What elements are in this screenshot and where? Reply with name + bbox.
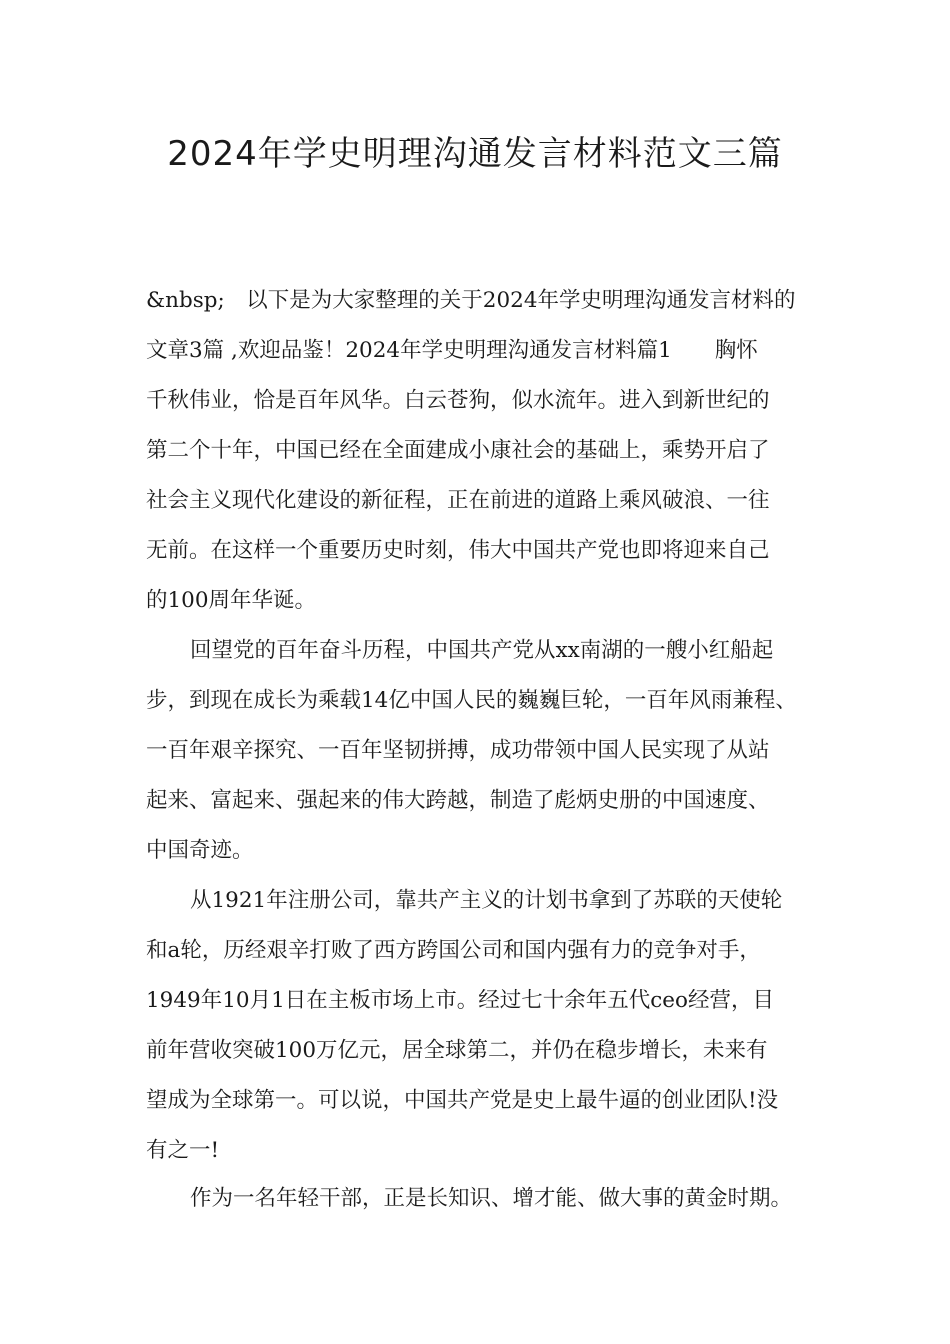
paragraph-line: 社会主义现代化建设的新征程，正在前进的道路上乘风破浪、一往 [146,488,770,513]
paragraph-line: 的100周年华诞。 [146,588,317,613]
paragraph-line: 和a轮，历经艰辛打败了西方跨国公司和国内强有力的竞争对手， [146,938,761,963]
paragraph-2 [146,626,826,876]
paragraph-line: 无前。在这样一个重要历史时刻，伟大中国共产党也即将迎来自己 [146,538,770,563]
paragraph-line: 望成为全球第一。可以说，中国共产党是史上最牛逼的创业团队!没 [146,1088,779,1113]
paragraph-line: 1949年10月1日在主板市场上市。经过七十余年五代ceo经营，目 [146,988,774,1013]
paragraph-4 [146,1174,826,1224]
paragraph-line: 有之一! [146,1138,220,1163]
paragraph-line: 第二个十年，中国已经在全面建成小康社会的基础上，乘势开启了 [146,438,770,463]
paragraph-line: 步，到现在成长为乘载14亿中国人民的巍巍巨轮，一百年风雨兼程、 [146,688,797,713]
paragraph-line: &nbsp; 以下是为大家整理的关于2024年学史明理沟通发言材料的 [146,288,796,313]
paragraph-line: 千秋伟业，恰是百年风华。白云苍狗，似水流年。进入到新世纪的 [146,388,770,413]
paragraph-line: 文章3篇 ,欢迎品鉴！2024年学史明理沟通发言材料篇1 胸怀 [146,338,758,363]
paragraph-3 [146,876,826,1176]
paragraph-1 [146,276,826,626]
document-title: 2024年学史明理沟通发言材料范文三篇 [167,134,783,174]
paragraph-line: 中国奇迹。 [146,838,254,863]
paragraph-line: 起来、富起来、强起来的伟大跨越，制造了彪炳史册的中国速度、 [146,788,770,813]
paragraph-line: 回望党的百年奋斗历程，中国共产党从xx南湖的一艘小红船起 [190,638,774,663]
paragraph-line: 作为一名年轻干部，正是长知识、增才能、做大事的黄金时期。 [190,1186,793,1211]
paragraph-line: 从1921年注册公司，靠共产主义的计划书拿到了苏联的天使轮 [190,888,783,913]
paragraph-line: 一百年艰辛探究、一百年坚韧拼搏，成功带领中国人民实现了从站 [146,738,770,763]
paragraph-line: 前年营收突破100万亿元，居全球第二，并仍在稳步增长，未来有 [146,1038,768,1063]
